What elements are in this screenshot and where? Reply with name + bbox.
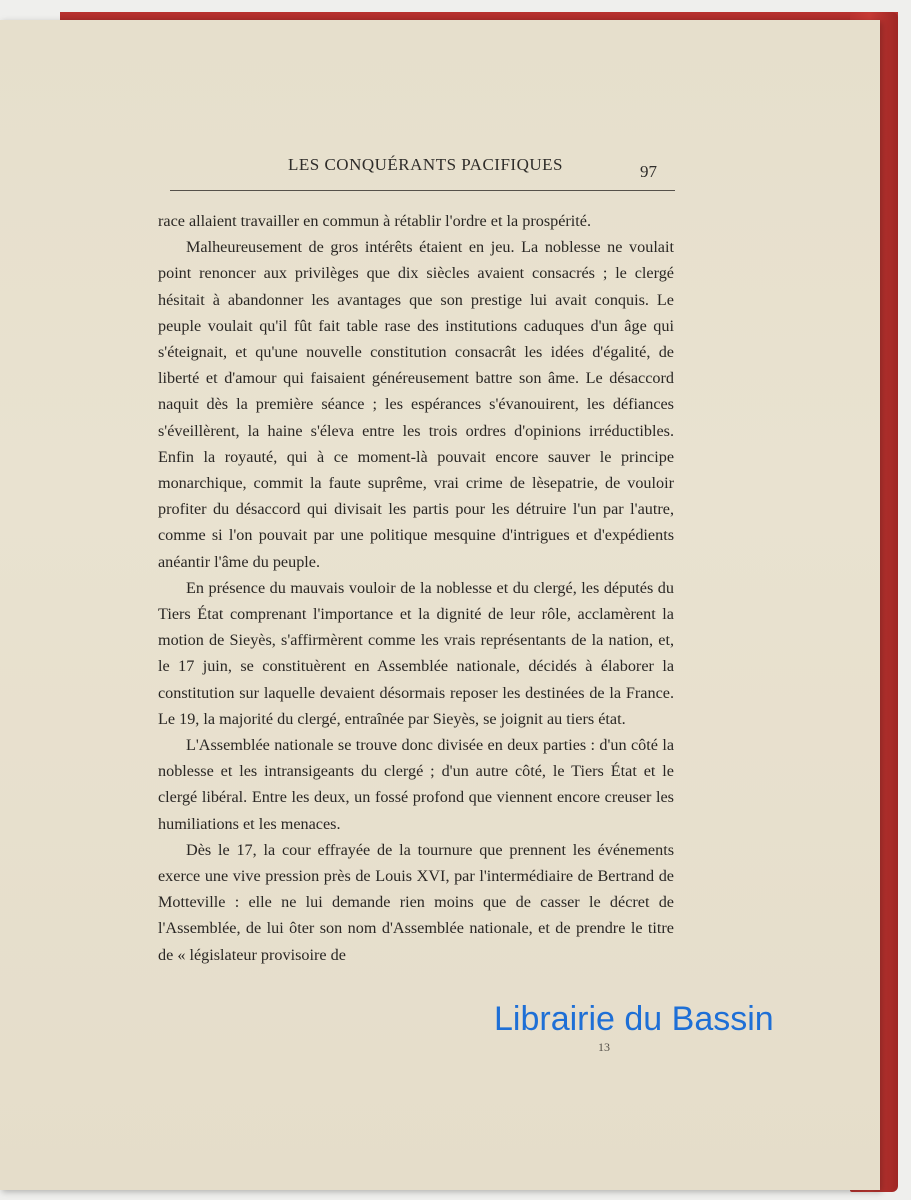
paragraph-4: L'Assemblée nationale se trouve donc divisée en deux parties : d'un côté la noblesse et les intransigeants du clergé ; d'un autre côté, le Tiers État et le clergé libéral. Entre les deux, un fossé profond que viennent encore creuser les humiliations et les menaces.: [158, 736, 674, 833]
running-title: LES CONQUÉRANTS PACIFIQUES: [288, 155, 563, 174]
page-number: 97: [640, 162, 657, 181]
signature-mark: 13: [598, 1040, 610, 1054]
paragraph-2: Malheureusement de gros intérêts étaient en jeu. La noblesse ne voulait point renoncer aux privilèges que dix siècles avaient consacrés ; le clergé hésitait à abandonner les avantages que son prestige lui avait conquis. Le peuple voulait qu'il fût fait table rase des institutions caduques d'un âge qui s'éteignait, et qu'une nouvelle constitution consacrât les idées d'égalité, de liberté et d'amour qui faisaient généreusement battre son âme. Le désaccord naquit dès la première séance ; les espérances s'évanouirent, les défiances s'éveillèrent, la haine s'éleva entre les trois ordres d'opinions irréductibles. Enfin la royauté, qui à ce moment-là pouvait encore sauver le principe monarchique, commit la faute suprême, vrai crime de lèsepatrie, de vouloir profiter du désaccord qui divisait les partis pour les détruire l'un par l'autre, comme si l'on pouvait par une politique mesquine d'intrigues et d'expédients anéantir l'âme du peuple.: [158, 238, 674, 571]
page-header: [170, 150, 675, 191]
paragraph-3: En présence du mauvais vouloir de la noblesse et du clergé, les députés du Tiers État comprenant l'importance et la dignité de leur rôle, acclamèrent la motion de Sieyès, s'affirmèrent comme les vrais représentants de la nation, et, le 17 juin, se constituèrent en Assemblée nationale, décidés à élaborer la constitution sur laquelle devaient désormais reposer les destinées de la France. Le 19, la majorité du clergé, entraînée par Sieyès, se joignit au tiers état.: [158, 578, 674, 728]
watermark-text: Librairie du Bassin: [494, 1000, 774, 1038]
paragraph-1: race allaient travailler en commun à rétablir l'ordre et la prospérité.: [158, 212, 592, 230]
body-text: [158, 208, 674, 968]
paragraph-5: Dès le 17, la cour effrayée de la tournure que prennent les événements exerce une vive pression près de Louis XVI, par l'intermédiaire de Bertrand de Motteville : elle ne lui demande rien moins que de casser le décret de l'Assemblée, de lui ôter son nom d'Assemblée nationale, et de prendre le titre de « législateur provisoire de: [158, 840, 674, 964]
